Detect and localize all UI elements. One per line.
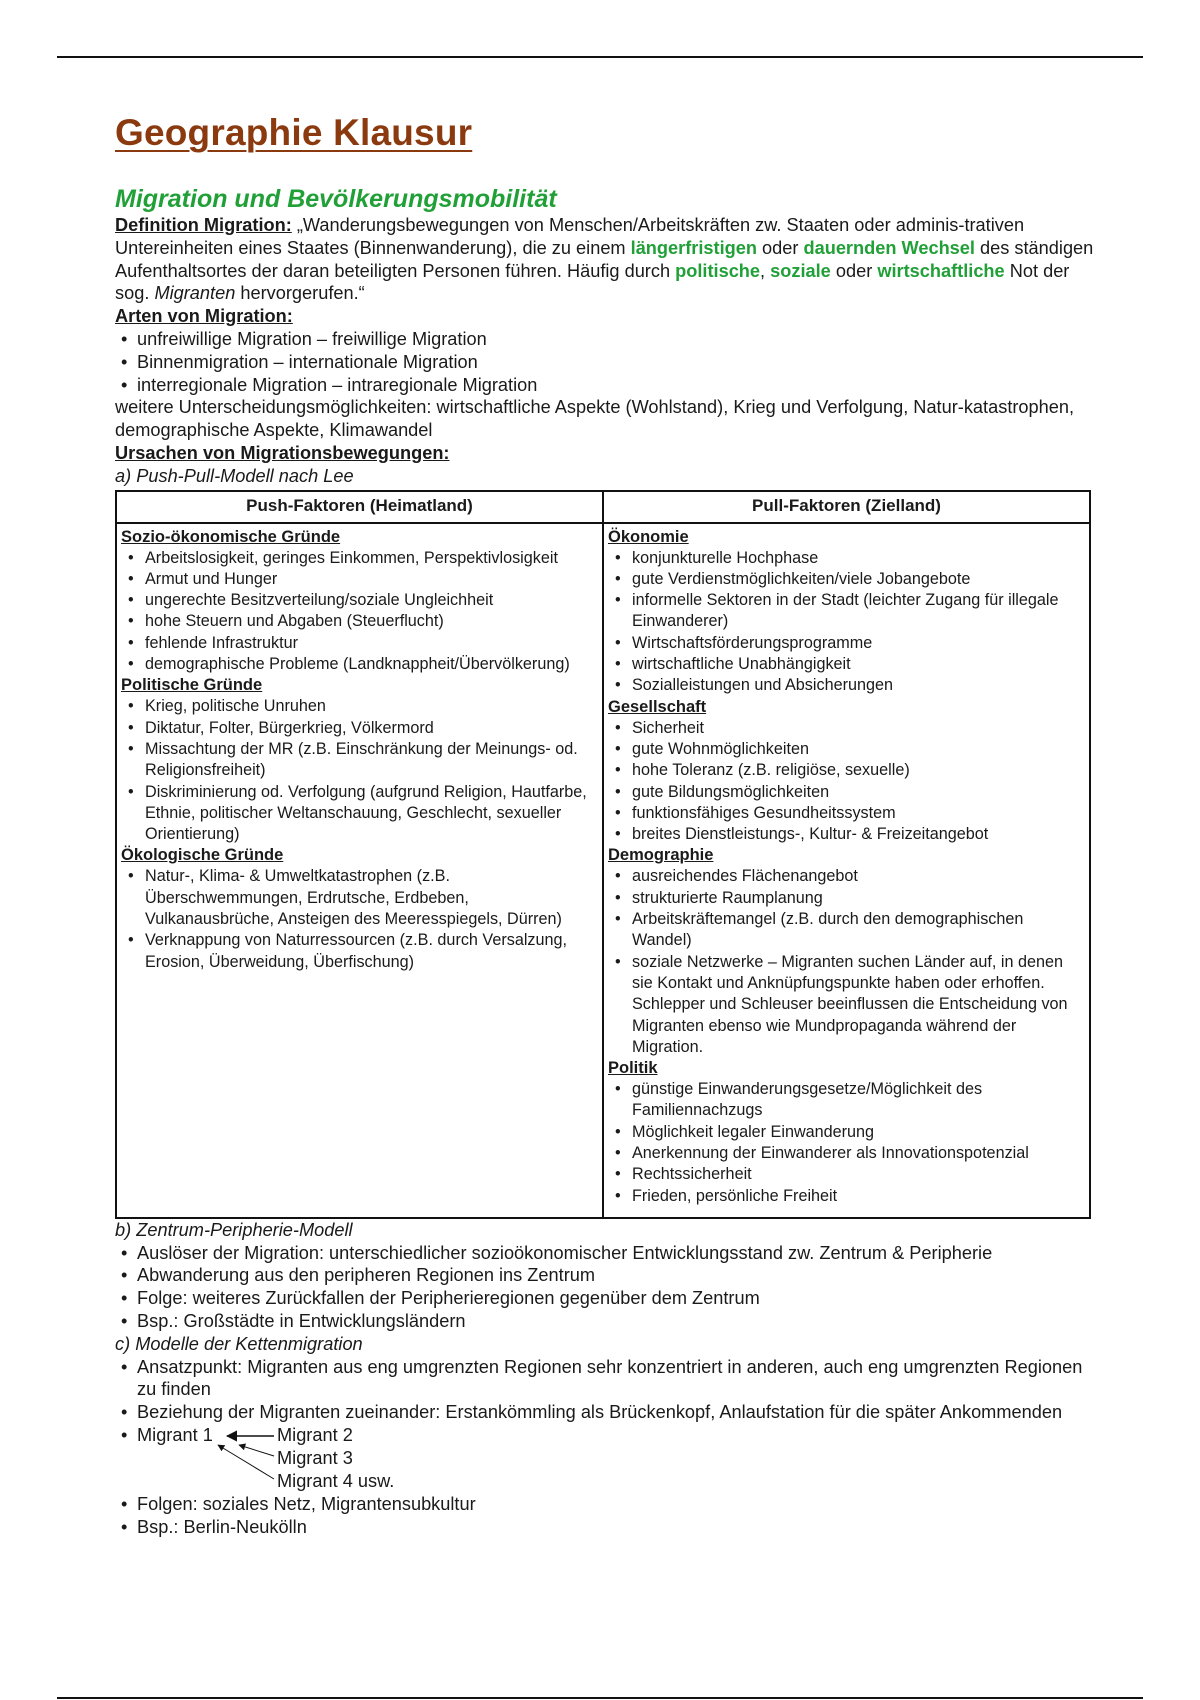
highlight-term: politische bbox=[675, 260, 761, 281]
list-item: • Binnenmigration – internationale Migration bbox=[115, 351, 1095, 374]
list-item: • gute Verdienstmöglichkeiten/viele Jobangebote bbox=[608, 569, 1085, 590]
list-item: • Folge: weiteres Zurückfallen der Peripherieregionen gegenüber dem Zentrum bbox=[115, 1287, 1095, 1310]
definition-text: oder bbox=[830, 260, 878, 281]
list-item: • breites Dienstleistungs-, Kultur- & Freizeitangebot bbox=[608, 824, 1085, 845]
list-item: • Arbeitskräftemangel (z.B. durch den demographischen Wandel) bbox=[608, 909, 1085, 952]
pull-category: Gesellschaft bbox=[608, 697, 707, 716]
list-item: • Frieden, persönliche Freiheit bbox=[608, 1186, 1085, 1207]
push-column bbox=[116, 523, 603, 1218]
push-header: Push-Faktoren (Heimatland) bbox=[116, 491, 603, 523]
list-item: • Sicherheit bbox=[608, 718, 1085, 739]
pull-category: Demographie bbox=[608, 846, 714, 865]
push-category: Ökologische Gründe bbox=[121, 846, 284, 865]
arten-further: weitere Unterscheidungsmöglichkeiten: wirtschaftliche Aspekte (Wohlstand), Krieg und Verfolgung, Natur-katastrophen, demographische Aspekte, Klimawandel bbox=[115, 397, 1075, 441]
pull-column bbox=[603, 523, 1090, 1218]
list-item: • Ansatzpunkt: Migranten aus eng umgrenzten Regionen sehr konzentriert in anderen, auch eng umgrenzten Regionen zu finden bbox=[115, 1356, 1095, 1402]
chain-diagram bbox=[137, 1424, 1095, 1493]
list-item: • informelle Sektoren in der Stadt (leichter Zugang für illegale Einwanderer) bbox=[608, 590, 1085, 633]
ursachen-heading: Ursachen von Migrationsbewegungen: bbox=[115, 442, 450, 463]
page-title: Geographie Klausur bbox=[115, 112, 473, 153]
list-item: • Verknappung von Naturressourcen (z.B. durch Versalzung, Erosion, Überweidung, Überfischung) bbox=[121, 930, 598, 973]
list-item: • Möglichkeit legaler Einwanderung bbox=[608, 1122, 1085, 1143]
list-item: • gute Bildungsmöglichkeiten bbox=[608, 782, 1085, 803]
italic-term: Migranten bbox=[154, 283, 236, 304]
definition-text: , bbox=[760, 260, 771, 281]
pull-category-list bbox=[608, 718, 1085, 846]
section-title: Migration und Bevölkerungsmobilität bbox=[115, 185, 557, 213]
list-item: • strukturierte Raumplanung bbox=[608, 888, 1085, 909]
list-item: • Missachtung der MR (z.B. Einschränkung der Meinungs- od. Religionsfreiheit) bbox=[121, 739, 598, 782]
page-content bbox=[115, 112, 1095, 1539]
list-item: • konjunkturelle Hochphase bbox=[608, 548, 1085, 569]
kette-list bbox=[115, 1356, 1095, 1539]
push-category-list bbox=[121, 696, 598, 845]
top-rule bbox=[57, 56, 1143, 58]
list-item: • Bsp.: Großstädte in Entwicklungsländern bbox=[115, 1310, 1095, 1333]
pull-category: Politik bbox=[608, 1059, 658, 1078]
list-item: • Armut und Hunger bbox=[121, 569, 598, 590]
bottom-rule bbox=[57, 1697, 1143, 1699]
highlight-term: längerfristigen bbox=[630, 237, 757, 258]
chain-diagram-item bbox=[115, 1424, 1095, 1493]
migrant-1: • Migrant 1 bbox=[137, 1425, 213, 1446]
list-item: • Diskriminierung od. Verfolgung (aufgrund Religion, Hautfarbe, Ethnie, politischer Weltanschauung, Geschlecht, sexueller Orientierung) bbox=[121, 782, 598, 846]
list-item: • Krieg, politische Unruhen bbox=[121, 696, 598, 717]
list-item: • Folgen: soziales Netz, Migrantensubkultur bbox=[115, 1493, 1095, 1516]
push-pull-table bbox=[115, 490, 1091, 1219]
zentrum-list bbox=[115, 1242, 1095, 1333]
list-item: • hohe Toleranz (z.B. religiöse, sexuelle) bbox=[608, 760, 1085, 781]
list-item: • soziale Netzwerke – Migranten suchen Länder auf, in denen sie Kontakt und Anknüpfungspunkte haben oder erhoffen. Schlepper und Schleuser beeinflussen die Entscheidung von Migranten ebenso wie Mundpropaganda während der Migration. bbox=[608, 952, 1085, 1058]
pull-category: Ökonomie bbox=[608, 527, 689, 546]
list-item: • demographische Probleme (Landknappheit/Übervölkerung) bbox=[121, 654, 598, 675]
definition-text: des ständigen Aufenthaltsortes der daran beteiligten Personen führen. Häufig durch bbox=[115, 237, 1094, 281]
pull-header: Pull-Faktoren (Zielland) bbox=[603, 491, 1090, 523]
arrow-m3-to-m1 bbox=[239, 1445, 274, 1456]
highlight-term: dauernden Wechsel bbox=[803, 237, 975, 258]
arten-list bbox=[115, 328, 1095, 396]
pull-category-list bbox=[608, 1079, 1085, 1207]
list-item: • Natur-, Klima- & Umweltkatastrophen (z.B. Überschwemmungen, Erdrutsche, Erdbeben, Vulkanausbrüche, Ansteigen des Meeresspiegels, Dürren) bbox=[121, 866, 598, 930]
list-item: • Beziehung der Migranten zueinander: Erstankömmling als Brückenkopf, Anlaufstation für die später Ankommenden bbox=[115, 1401, 1095, 1424]
list-item: • wirtschaftliche Unabhängigkeit bbox=[608, 654, 1085, 675]
list-item: • günstige Einwanderungsgesetze/Möglichkeit des Familiennachzugs bbox=[608, 1079, 1085, 1122]
definition-text: oder bbox=[756, 237, 804, 258]
pull-category-list bbox=[608, 866, 1085, 1058]
list-item: • unfreiwillige Migration – freiwillige Migration bbox=[115, 328, 1095, 351]
list-item: • ausreichendes Flächenangebot bbox=[608, 866, 1085, 887]
list-item: • ungerechte Besitzverteilung/soziale Ungleichheit bbox=[121, 590, 598, 611]
list-item: • hohe Steuern und Abgaben (Steuerflucht) bbox=[121, 611, 598, 632]
arrow-m4-to-m1 bbox=[218, 1445, 274, 1479]
migrant-4: Migrant 4 usw. bbox=[277, 1471, 395, 1492]
highlight-term: wirtschaftliche bbox=[877, 260, 1005, 281]
push-category-list bbox=[121, 548, 598, 676]
list-item: • Rechtssicherheit bbox=[608, 1164, 1085, 1185]
list-item: • Sozialleistungen und Absicherungen bbox=[608, 675, 1085, 696]
list-item: • Bsp.: Berlin-Neukölln bbox=[115, 1516, 1095, 1539]
list-item: • Wirtschaftsförderungsprogramme bbox=[608, 633, 1085, 654]
list-item: • Diktatur, Folter, Bürgerkrieg, Völkermord bbox=[121, 718, 598, 739]
zentrum-heading: b) Zentrum-Peripherie-Modell bbox=[115, 1219, 353, 1240]
definition-text: Not der sog. bbox=[115, 260, 1070, 304]
migrant-3: Migrant 3 bbox=[277, 1448, 353, 1469]
pull-category-list bbox=[608, 548, 1085, 697]
definition-paragraph bbox=[115, 214, 1095, 305]
list-item: • interregionale Migration – intraregionale Migration bbox=[115, 374, 1095, 397]
list-item: • gute Wohnmöglichkeiten bbox=[608, 739, 1085, 760]
list-item: • fehlende Infrastruktur bbox=[121, 633, 598, 654]
list-item: • Auslöser der Migration: unterschiedlicher sozioökonomischer Entwicklungsstand zw. Zentrum & Peripherie bbox=[115, 1242, 1095, 1265]
list-item: • Abwanderung aus den peripheren Regionen ins Zentrum bbox=[115, 1264, 1095, 1287]
push-category: Politische Gründe bbox=[121, 676, 263, 695]
arten-heading: Arten von Migration: bbox=[115, 306, 293, 327]
definition-text: hervorgerufen.“ bbox=[235, 283, 365, 304]
list-item: • Arbeitslosigkeit, geringes Einkommen, Perspektivlosigkeit bbox=[121, 548, 598, 569]
migrant-2: Migrant 2 bbox=[277, 1425, 353, 1446]
list-item: • funktionsfähiges Gesundheitssystem bbox=[608, 803, 1085, 824]
definition-text: „Wanderungsbewegungen von Menschen/Arbeitskräften zw. Staaten oder adminis-trativen Untereinheiten eines Staates (Binnenwanderung), die zu einem bbox=[115, 215, 1025, 258]
kette-heading: c) Modelle der Kettenmigration bbox=[115, 1333, 363, 1354]
list-item: • Anerkennung der Einwanderer als Innovationspotenzial bbox=[608, 1143, 1085, 1164]
highlight-term: soziale bbox=[770, 260, 831, 281]
push-category: Sozio-ökonomische Gründe bbox=[121, 527, 341, 546]
push-pull-subheading: a) Push-Pull-Modell nach Lee bbox=[115, 465, 354, 486]
push-category-list bbox=[121, 866, 598, 972]
definition-label: Definition Migration: bbox=[115, 215, 292, 235]
